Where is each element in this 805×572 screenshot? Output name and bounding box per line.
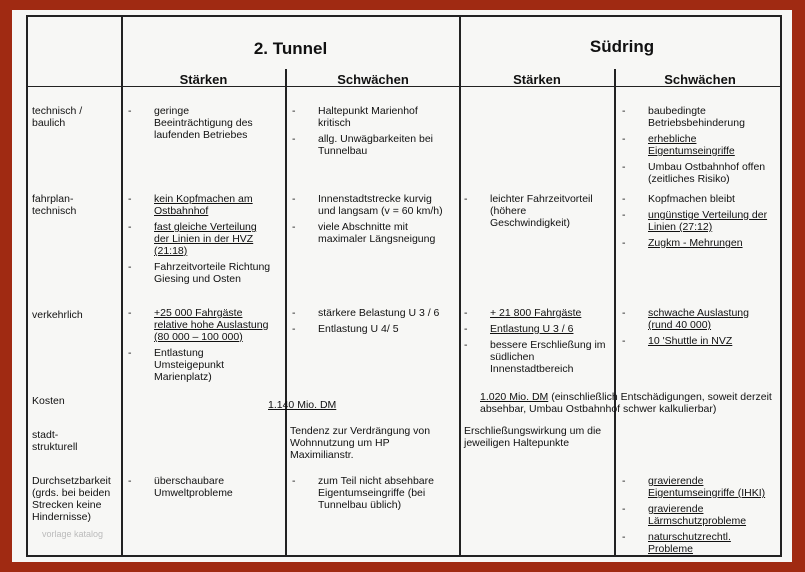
bullet-dash: - <box>622 209 626 221</box>
cell-technisch-tunnel-strengths <box>128 105 268 145</box>
list-item <box>622 161 772 185</box>
bullet-dash: - <box>292 105 296 117</box>
sub-sued-weaknesses: Schwächen <box>664 72 736 87</box>
cell-durch-sued-weaknesses <box>622 475 772 559</box>
bullet-dash: - <box>128 307 132 319</box>
bullet-dash: - <box>464 323 468 335</box>
cell-fahrplan-sued-weaknesses <box>622 193 772 253</box>
header-suedring: Südring <box>589 37 655 56</box>
sub-sued-strengths: Stärken <box>513 72 561 87</box>
list-item-text: geringe Beeinträchtigung des laufenden Betriebes <box>154 105 253 141</box>
list-item <box>622 105 772 129</box>
bullet-dash: - <box>622 307 626 319</box>
bullet-dash: - <box>292 475 296 487</box>
sub-tunnel-strengths: Stärken <box>179 72 228 87</box>
bullet-dash: - <box>622 105 626 117</box>
list-item <box>292 307 452 319</box>
bullet-dash: - <box>292 193 296 205</box>
cell-technisch-sued-weaknesses <box>622 105 772 189</box>
bullet-dash: - <box>464 193 468 205</box>
list-item <box>622 475 772 499</box>
list-item-text: gravierende Lärmschutzprobleme <box>648 503 747 527</box>
list-item <box>622 193 772 205</box>
list-item-text: + 21 800 Fahrgäste <box>490 307 582 319</box>
bullet-dash: - <box>128 193 132 205</box>
list-item <box>128 221 272 257</box>
row-label-stadt: stadt-strukturell <box>32 429 78 453</box>
cell-technisch-tunnel-weaknesses <box>292 105 450 161</box>
bullet-dash: - <box>622 503 626 515</box>
cost-sued-note: (einschließlich Entschädigungen, soweit derzeit absehbar, Umbau Ostbahnhof schwer kalkulierbar) <box>480 391 772 415</box>
bullet-dash: - <box>464 339 468 351</box>
list-item <box>128 261 272 285</box>
list-item <box>128 105 268 141</box>
bullet-dash: - <box>128 105 132 117</box>
bullet-dash: - <box>128 221 132 233</box>
list-item <box>622 531 772 555</box>
list-item <box>292 221 452 245</box>
cell-fahrplan-sued-strengths <box>464 193 604 233</box>
list-item <box>622 307 772 331</box>
col-divider <box>459 17 461 555</box>
list-item <box>622 237 772 249</box>
cell-verkehr-sued-weaknesses <box>622 307 772 351</box>
cell-durch-tunnel-weaknesses <box>292 475 452 515</box>
cell-fahrplan-tunnel-strengths <box>128 193 272 289</box>
list-item-text: schwache Auslastung (rund 40 000) <box>648 307 749 331</box>
list-item-text: viele Abschnitte mit maximaler Längsneigung <box>318 221 436 245</box>
list-item <box>128 475 268 499</box>
watermark: vorlage katalog <box>42 529 104 539</box>
list-item-text: Zugkm - Mehrungen <box>648 237 743 249</box>
list-item <box>464 307 610 319</box>
list-item <box>128 307 276 343</box>
col-divider <box>285 69 287 555</box>
row-label-technisch: technisch / baulich <box>32 105 83 129</box>
cost-tunnel <box>268 399 336 411</box>
bullet-dash: - <box>622 161 626 173</box>
sub-tunnel-weaknesses: Schwächen <box>337 72 409 87</box>
list-item <box>292 475 452 511</box>
bullet-dash: - <box>622 237 626 249</box>
cell-fahrplan-tunnel-weaknesses <box>292 193 452 249</box>
cell-verkehr-tunnel-strengths <box>128 307 276 387</box>
list-item-text: Entlastung U 4/ 5 <box>318 323 399 335</box>
bullet-dash: - <box>622 335 626 347</box>
row-label-durch: Durchsetzbarkeit (grds. bei beiden Strecken keine Hindernisse) <box>32 475 111 523</box>
list-item <box>622 133 772 157</box>
list-item <box>128 347 276 383</box>
list-item <box>292 193 452 217</box>
list-item-text: 10 'Shuttle in NVZ <box>648 335 733 347</box>
cost-tunnel-value: 1.140 Mio. DM <box>268 399 337 411</box>
bullet-dash: - <box>128 347 132 359</box>
stadt-tunnel: Tendenz zur Verdrängung von Wohnnutzung um HP Maximilianstr. <box>290 425 431 461</box>
list-item <box>464 339 610 375</box>
list-item <box>622 335 772 347</box>
list-item-text: leichter Fahrzeitvorteil (höhere Geschwindigkeit) <box>490 193 593 229</box>
bullet-dash: - <box>622 531 626 543</box>
list-item <box>464 323 610 335</box>
bullet-dash: - <box>292 307 296 319</box>
list-item-text: ungünstige Verteilung der Linien (27:12) <box>648 209 768 233</box>
col-divider <box>614 69 616 555</box>
list-item-text: Entlastung Umsteigepunkt Marienplatz) <box>154 347 225 383</box>
bullet-dash: - <box>622 475 626 487</box>
list-item <box>622 209 772 233</box>
bullet-dash: - <box>622 133 626 145</box>
paper-sheet <box>12 10 792 562</box>
bullet-dash: - <box>292 221 296 233</box>
cost-sued-value: 1.020 Mio. DM <box>480 391 549 403</box>
bullet-dash: - <box>128 261 132 273</box>
list-item <box>128 193 272 217</box>
cell-durch-tunnel-strengths <box>128 475 268 503</box>
list-item-text: überschaubare Umweltprobleme <box>154 475 233 499</box>
list-item <box>292 323 452 335</box>
list-item-text: naturschutzrechtl. Probleme <box>648 531 731 555</box>
bullet-dash: - <box>292 133 296 145</box>
cell-verkehr-tunnel-weaknesses <box>292 307 452 339</box>
list-item-text: gravierende Eigentumseingriffe (IHKI) <box>648 475 766 499</box>
list-item-text: allg. Unwägbarkeiten bei Tunnelbau <box>318 133 433 157</box>
list-item-text: Umbau Ostbahnhof offen (zeitliches Risiko) <box>648 161 766 185</box>
list-item-text: baubedingte Betriebsbehinderung <box>648 105 745 129</box>
bullet-dash: - <box>128 475 132 487</box>
header-tunnel: 2. Tunnel <box>253 39 328 58</box>
list-item-text: Fahrzeitvorteile Richtung Giesing und Osten <box>154 261 271 285</box>
list-item <box>292 133 450 157</box>
cell-verkehr-sued-strengths <box>464 307 610 379</box>
list-item <box>292 105 450 129</box>
list-item-text: erhebliche Eigentumseingriffe <box>648 133 735 157</box>
bullet-dash: - <box>464 307 468 319</box>
row-label-kosten: Kosten <box>32 395 65 407</box>
stadt-sued: Erschließungswirkung um die jeweiligen Haltepunkte <box>464 425 602 449</box>
list-item <box>622 503 772 527</box>
list-item-text: zum Teil nicht absehbare Eigentumseingriffe (bei Tunnelbau üblich) <box>318 475 434 511</box>
list-item-text: +25 000 Fahrgäste relative hohe Auslastung (80 000 – 100 000) <box>154 307 269 343</box>
comparison-table <box>26 15 782 557</box>
list-item <box>464 193 604 229</box>
bullet-dash: - <box>292 323 296 335</box>
list-item-text: Kopfmachen bleibt <box>648 193 735 205</box>
list-item-text: fast gleiche Verteilung der Linien in der HVZ (21:18) <box>154 221 257 257</box>
cost-sued <box>480 391 780 415</box>
list-item-text: kein Kopfmachen am Ostbahnhof <box>154 193 253 217</box>
bullet-dash: - <box>622 193 626 205</box>
list-item-text: Entlastung U 3 / 6 <box>490 323 574 335</box>
list-item-text: stärkere Belastung U 3 / 6 <box>318 307 440 319</box>
row-label-verkehr: verkehrlich <box>32 309 83 321</box>
list-item-text: Haltepunkt Marienhof kritisch <box>318 105 418 129</box>
list-item-text: Innenstadtstrecke kurvig und langsam (v = 60 km/h) <box>318 193 443 217</box>
list-item-text: bessere Erschließung im südlichen Innenstadtbereich <box>490 339 606 375</box>
row-label-fahrplan: fahrplan-technisch <box>32 193 77 217</box>
col-divider <box>121 17 123 555</box>
